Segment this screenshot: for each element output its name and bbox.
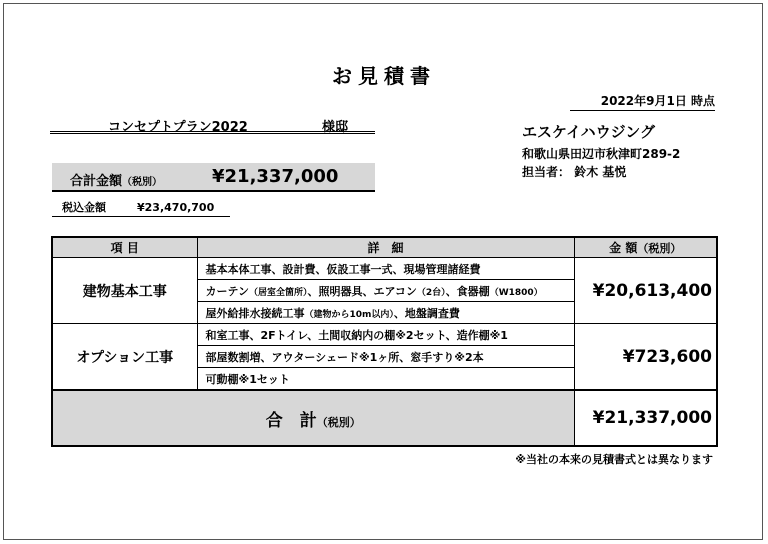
footnote: ※当社の本来の見積書式とは異なります bbox=[515, 453, 713, 466]
contact-person bbox=[522, 163, 626, 180]
total-label-text: 合計金額 bbox=[70, 174, 123, 189]
amount-building: ¥20,613,400 bbox=[574, 258, 717, 324]
header-amount bbox=[574, 237, 717, 258]
total-tax-note: （税別） bbox=[122, 177, 163, 188]
category-option: オプション工事 bbox=[52, 324, 197, 391]
amount-option: ¥723,600 bbox=[574, 324, 717, 391]
detail-line bbox=[197, 280, 574, 302]
detail-note: （居室全箇所） bbox=[248, 287, 308, 298]
detail-note: （2台） bbox=[416, 287, 446, 298]
sum-row bbox=[52, 390, 717, 446]
detail-text: 屋外給排水接続工事 bbox=[205, 306, 305, 320]
detail-text: 、照明器具、エアコン bbox=[307, 284, 417, 298]
table-header-row bbox=[52, 237, 717, 258]
total-amount: ¥21,337,000 bbox=[212, 166, 339, 187]
company-address: 和歌山県田辺市秋津町289-2 bbox=[522, 147, 681, 161]
detail-line bbox=[197, 302, 574, 324]
header-amount-label: 金 額 bbox=[609, 241, 638, 255]
detail-line: 基本本体工事、設計費、仮設工事一式、現場管理諸経費 bbox=[197, 258, 574, 280]
total-amount-box bbox=[52, 163, 375, 192]
sum-tax-note: （税別） bbox=[316, 415, 361, 429]
detail-text: 、食器棚 bbox=[445, 284, 490, 298]
tax-included-label: 税込金額 bbox=[62, 201, 106, 214]
person-name: 鈴木 基悦 bbox=[574, 165, 627, 179]
estimate-table bbox=[51, 236, 718, 447]
table-row bbox=[52, 324, 717, 346]
detail-note: （建物から10m以内） bbox=[304, 309, 394, 320]
category-building: 建物基本工事 bbox=[52, 258, 197, 324]
detail-line: 可動棚※1セット bbox=[197, 368, 574, 391]
plan-name: コンセプトプラン2022 bbox=[108, 120, 248, 135]
plan-underline bbox=[50, 133, 375, 134]
tax-included-line bbox=[52, 199, 230, 217]
header-detail: 詳 細 bbox=[197, 237, 574, 258]
header-item: 項 目 bbox=[52, 237, 197, 258]
sum-label-text: 合 計 bbox=[265, 410, 317, 431]
person-label: 担当者： bbox=[522, 165, 571, 179]
detail-line: 和室工事、2Fトイレ、土間収納内の棚※2セット、造作棚※1 bbox=[197, 324, 574, 346]
document-title: お見積書 bbox=[332, 64, 436, 88]
sum-label bbox=[52, 390, 574, 446]
estimate-date: 2022年9月1日 時点 bbox=[570, 92, 715, 111]
total-label bbox=[70, 170, 162, 189]
detail-text: 、地盤調査費 bbox=[393, 306, 460, 320]
sum-amount: ¥21,337,000 bbox=[574, 390, 717, 446]
plan-line bbox=[50, 116, 375, 135]
header-amount-note: （税別） bbox=[637, 242, 682, 255]
detail-note: （W1800） bbox=[489, 287, 543, 298]
detail-line: 部屋数割増、アウターシェード※1ヶ所、窓手すり※2本 bbox=[197, 346, 574, 368]
honorific: 様邸 bbox=[322, 120, 349, 135]
company-name: エスケイハウジング bbox=[522, 123, 655, 141]
tax-included-amount: ¥23,470,700 bbox=[137, 201, 215, 214]
detail-text: カーテン bbox=[205, 284, 249, 298]
table-row bbox=[52, 258, 717, 280]
